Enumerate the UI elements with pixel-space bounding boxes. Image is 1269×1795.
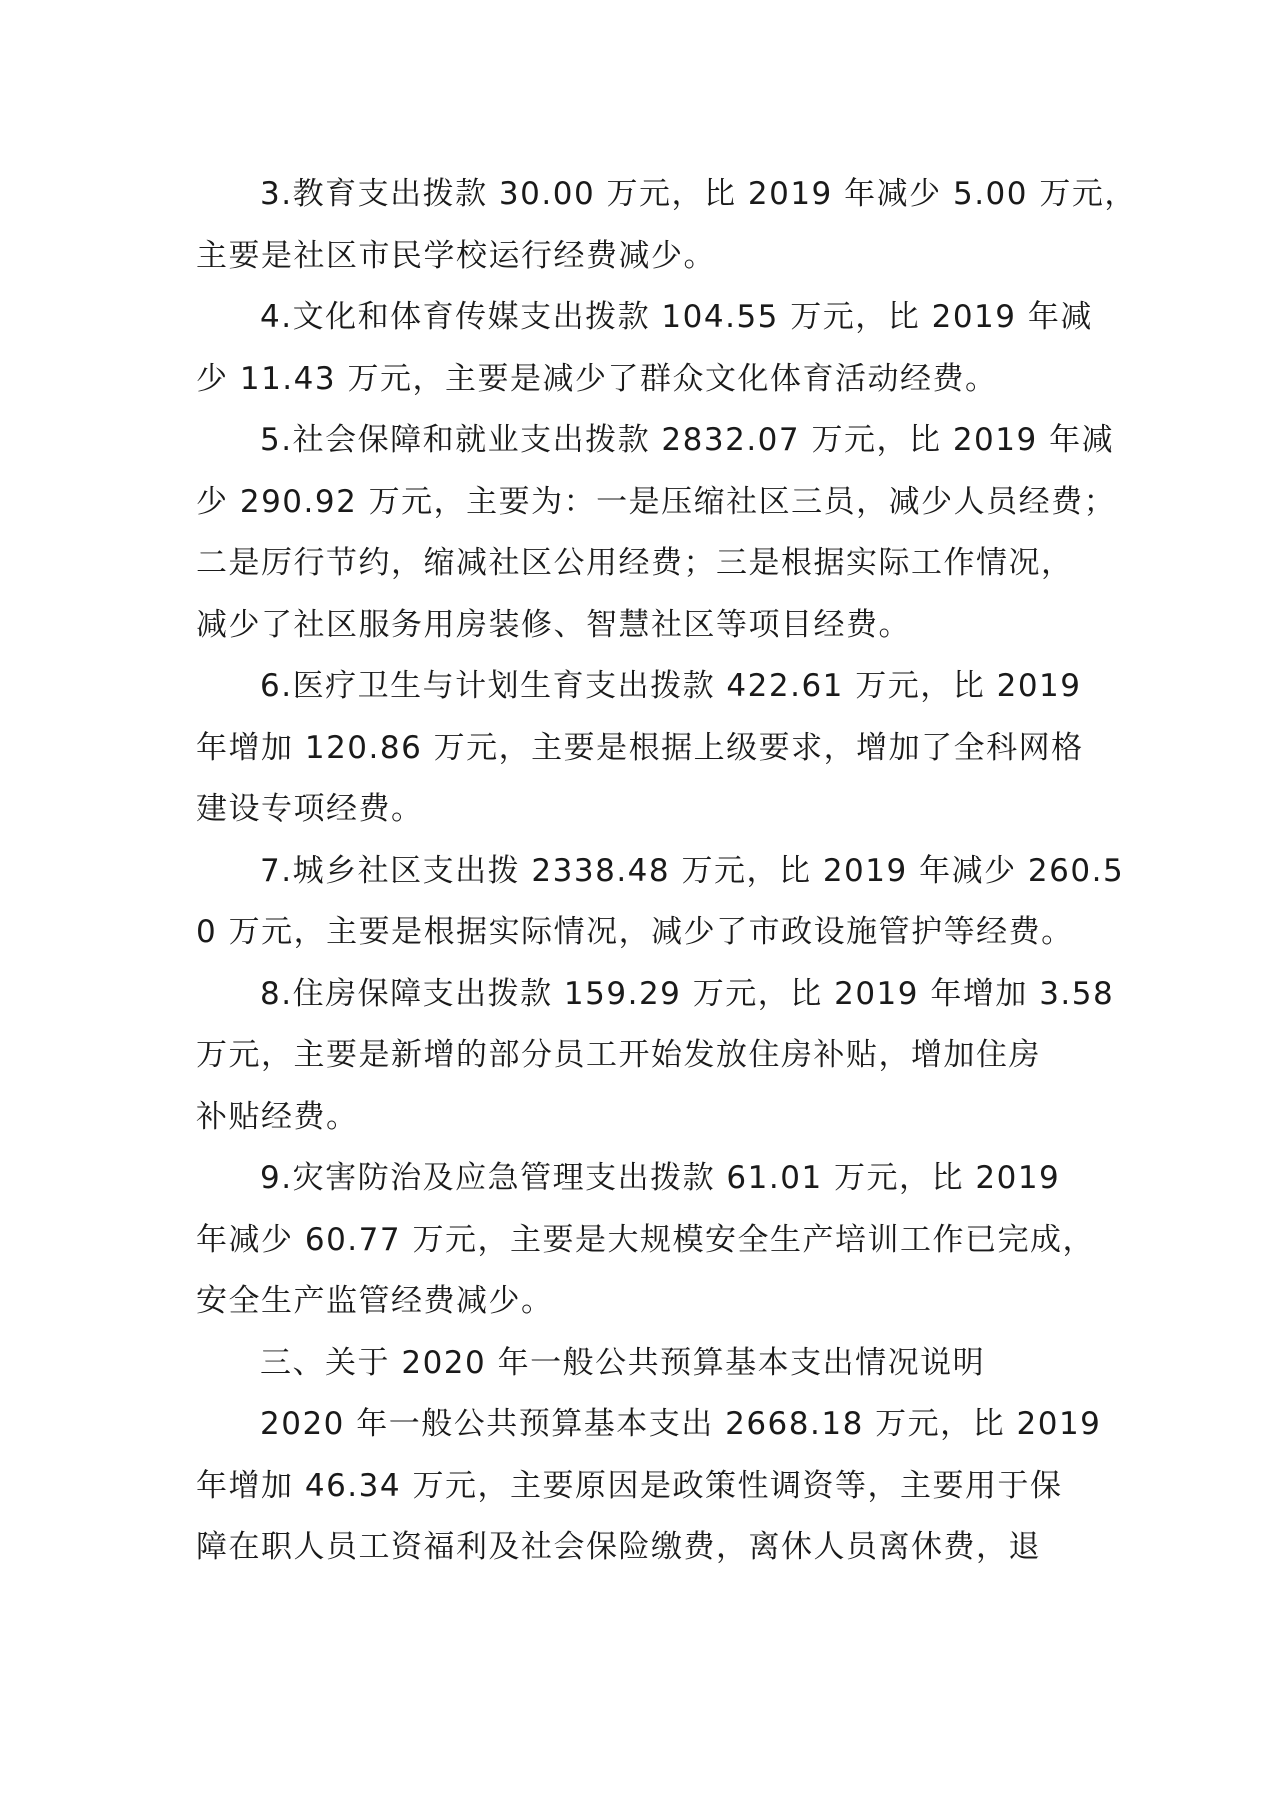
text-line: 减少了社区服务用房装修、智慧社区等项目经费。 [196,606,911,643]
text-line: 年增加 120.86 万元，主要是根据上级要求，增加了全科网格 [196,729,1084,766]
text-line: 少 11.43 万元，主要是减少了群众文化体育活动经费。 [196,360,998,397]
text-line: 少 290.92 万元，主要为：一是压缩社区三员，减少人员经费； [196,483,1117,520]
text-line: 2020 年一般公共预算基本支出 2668.18 万元，比 2019 [260,1406,1102,1442]
text-line: 7.城乡社区支出拨 2338.48 万元，比 2019 年减少 260.5 [260,852,1125,889]
text-line: 主要是社区市民学校运行经费减少。 [196,237,716,274]
text-line: 建设专项经费。 [196,791,424,827]
text-line: 0 万元，主要是根据实际情况，减少了市政设施管护等经费。 [196,914,1074,950]
text-line: 二是厉行节约，缩减社区公用经费；三是根据实际工作情况， [196,545,1074,581]
text-line: 8.住房保障支出拨款 159.29 万元，比 2019 年增加 3.58 [260,975,1115,1012]
text-line: 安全生产监管经费减少。 [196,1283,554,1319]
text-line: 6.医疗卫生与计划生育支出拨款 422.61 万元，比 2019 [260,668,1082,704]
text-line: 5.社会保障和就业支出拨款 2832.07 万元，比 2019 年减 [260,422,1115,458]
text-line: 年增加 46.34 万元，主要原因是政策性调资等，主要用于保 [196,1467,1063,1504]
text-line: 3.教育支出拨款 30.00 万元，比 2019 年减少 5.00 万元， [260,176,1137,212]
text-line: 补贴经费。 [196,1098,359,1135]
text-line: 障在职人员工资福利及社会保险缴费，离休人员离休费，退 [196,1529,1041,1565]
text-line: 4.文化和体育传媒支出拨款 104.55 万元，比 2019 年减 [260,299,1093,335]
section-heading: 三、关于 2020 年一般公共预算基本支出情况说明 [260,1344,986,1381]
text-line: 9.灾害防治及应急管理支出拨款 61.01 万元，比 2019 [260,1160,1061,1196]
body-text [196,164,1137,1579]
text-line: 年减少 60.77 万元，主要是大规模安全生产培训工作已完成， [196,1221,1095,1258]
text-line: 万元，主要是新增的部分员工开始发放住房补贴，增加住房 [196,1037,1041,1073]
